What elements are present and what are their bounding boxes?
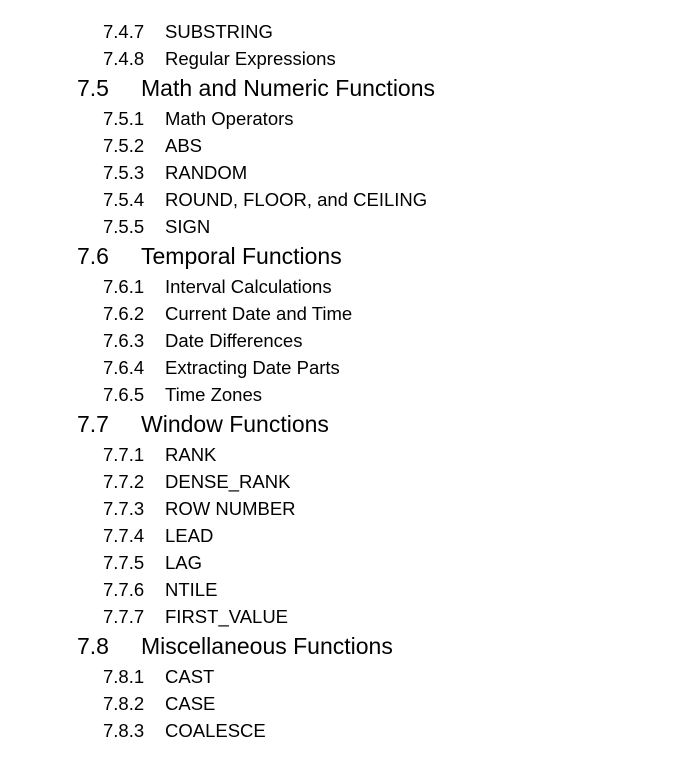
toc-entry-label: COALESCE: [165, 720, 266, 741]
toc-entry-number: 7.7.7: [103, 606, 145, 627]
toc-entry-number: 7.4.7: [103, 21, 145, 42]
toc-entry-label: SUBSTRING: [165, 21, 273, 42]
toc-entry-label: Current Date and Time: [165, 303, 353, 324]
toc-entry-number: 7.7: [77, 411, 109, 437]
toc-entry-number: 7.7.6: [103, 579, 145, 600]
toc-entry-number: 7.5.4: [103, 189, 145, 210]
toc-entry-number: 7.6.5: [103, 384, 145, 405]
toc-entry-label: FIRST_VALUE: [165, 606, 289, 627]
toc-subsection-entry[interactable]: [0, 690, 695, 717]
toc-entry-label: LEAD: [165, 525, 214, 546]
toc-entry-number: 7.7.4: [103, 525, 145, 546]
toc-section-entry[interactable]: [0, 630, 695, 663]
toc-entry-label: Date Differences: [165, 330, 303, 351]
toc-subsection-entry[interactable]: [0, 132, 695, 159]
toc-subsection-entry[interactable]: [0, 105, 695, 132]
toc-entry-label: DENSE_RANK: [165, 471, 291, 492]
toc-subsection-entry[interactable]: [0, 354, 695, 381]
toc-entry-label: Interval Calculations: [165, 276, 332, 297]
toc-section-entry[interactable]: [0, 72, 695, 105]
toc-subsection-entry[interactable]: [0, 381, 695, 408]
toc-entry-number: 7.7.5: [103, 552, 145, 573]
toc-entry-number: 7.7.3: [103, 498, 145, 519]
toc-subsection-entry[interactable]: [0, 549, 695, 576]
toc-subsection-entry[interactable]: [0, 663, 695, 690]
toc-subsection-entry[interactable]: [0, 159, 695, 186]
toc-subsection-entry[interactable]: [0, 495, 695, 522]
toc-subsection-entry[interactable]: [0, 327, 695, 354]
toc-entry-number: 7.4.8: [103, 48, 145, 69]
toc-entry-label: ROUND, FLOOR, and CEILING: [165, 189, 428, 210]
toc-entry-label: Temporal Functions: [141, 243, 342, 269]
toc-subsection-entry[interactable]: [0, 603, 695, 630]
toc-entry-number: 7.5.5: [103, 216, 145, 237]
toc-entry-number: 7.5.1: [103, 108, 145, 129]
toc-subsection-entry[interactable]: [0, 18, 695, 45]
toc-entry-label: Regular Expressions: [165, 48, 336, 69]
toc-subsection-entry[interactable]: [0, 576, 695, 603]
toc-entry-label: CAST: [165, 666, 215, 687]
toc-entry-number: 7.7.1: [103, 444, 145, 465]
toc-entry-number: 7.6.3: [103, 330, 145, 351]
toc-entry-number: 7.8: [77, 633, 109, 659]
toc-subsection-entry[interactable]: [0, 186, 695, 213]
toc-entry-number: 7.7.2: [103, 471, 145, 492]
table-of-contents: [0, 18, 695, 744]
toc-entry-label: SIGN: [165, 216, 211, 237]
toc-entry-number: 7.8.1: [103, 666, 145, 687]
toc-subsection-entry[interactable]: [0, 468, 695, 495]
toc-entry-label: Window Functions: [141, 411, 329, 437]
toc-entry-label: LAG: [165, 552, 203, 573]
toc-subsection-entry[interactable]: [0, 213, 695, 240]
toc-entry-label: ROW NUMBER: [165, 498, 296, 519]
toc-entry-label: RANK: [165, 444, 217, 465]
toc-entry-number: 7.8.2: [103, 693, 145, 714]
toc-entry-label: Math and Numeric Functions: [141, 75, 436, 101]
toc-entry-number: 7.5.3: [103, 162, 145, 183]
toc-subsection-entry[interactable]: [0, 441, 695, 468]
toc-entry-number: 7.6.1: [103, 276, 145, 297]
toc-entry-label: CASE: [165, 693, 216, 714]
toc-subsection-entry[interactable]: [0, 45, 695, 72]
toc-entry-label: NTILE: [165, 579, 218, 600]
toc-entry-number: 7.6: [77, 243, 109, 269]
toc-entry-number: 7.6.4: [103, 357, 145, 378]
toc-subsection-entry[interactable]: [0, 273, 695, 300]
toc-entry-number: 7.6.2: [103, 303, 145, 324]
toc-entry-label: Time Zones: [165, 384, 262, 405]
toc-subsection-entry[interactable]: [0, 717, 695, 744]
toc-entry-number: 7.5: [77, 75, 109, 101]
toc-entry-number: 7.5.2: [103, 135, 145, 156]
toc-subsection-entry[interactable]: [0, 522, 695, 549]
toc-entry-label: ABS: [165, 135, 203, 156]
toc-entry-number: 7.8.3: [103, 720, 145, 741]
toc-section-entry[interactable]: [0, 408, 695, 441]
toc-entry-label: RANDOM: [165, 162, 248, 183]
toc-subsection-entry[interactable]: [0, 300, 695, 327]
toc-section-entry[interactable]: [0, 240, 695, 273]
toc-entry-label: Extracting Date Parts: [165, 357, 340, 378]
toc-entry-label: Math Operators: [165, 108, 294, 129]
toc-entry-label: Miscellaneous Functions: [141, 633, 393, 659]
